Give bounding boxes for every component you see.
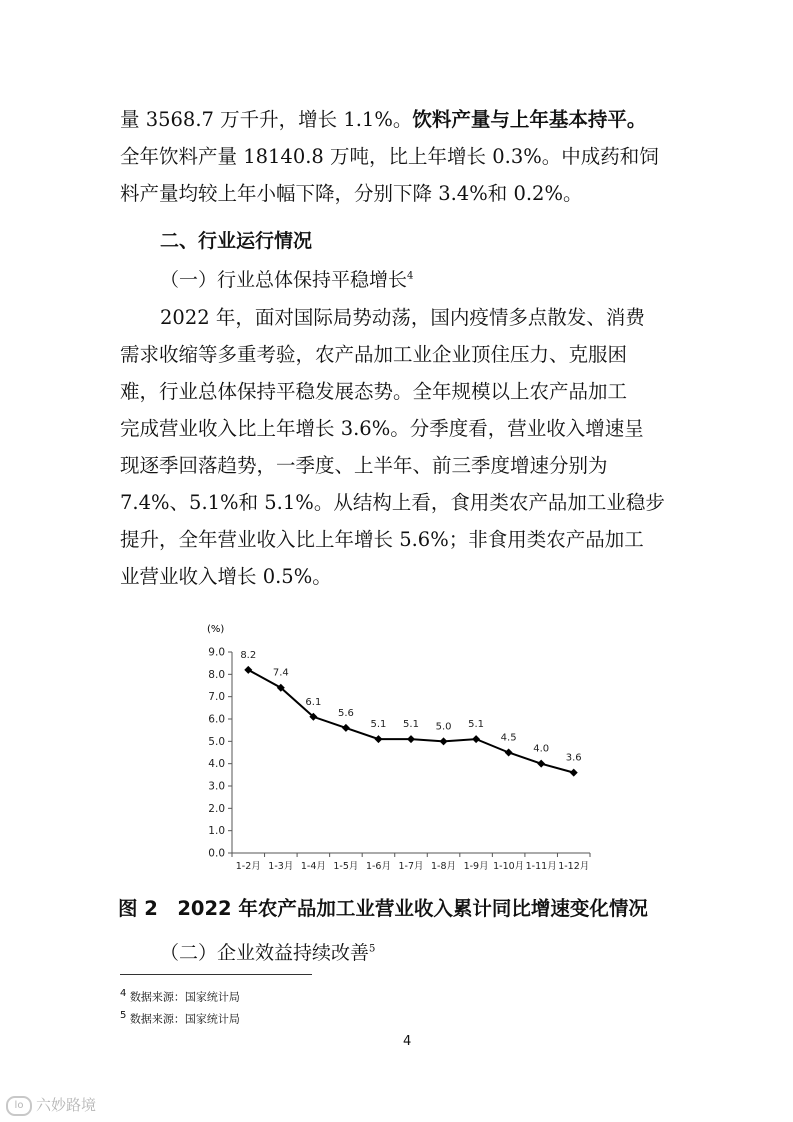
page-number: 4 xyxy=(403,1034,412,1049)
data-point xyxy=(407,735,415,743)
y-tick-label: 7.0 xyxy=(208,691,225,704)
x-tick-label: 1-11月 xyxy=(525,861,557,872)
y-tick-label: 9.0 xyxy=(208,646,225,659)
watermark-text: 六妙路境 xyxy=(36,1096,97,1114)
paragraph-line: 提升，全年营业收入比上年增长 5.6%；非食用类农产品加工 xyxy=(120,528,644,551)
paragraph-line xyxy=(120,104,646,132)
subheading-text: （二）企业效益持续改善 xyxy=(160,942,370,964)
data-label: 5.0 xyxy=(435,721,452,733)
x-tick-label: 1-4月 xyxy=(300,861,326,872)
y-tick-label: 5.0 xyxy=(208,735,225,748)
watermark-logo-icon: lo xyxy=(6,1096,32,1116)
footnote-ref: 4 xyxy=(407,270,414,282)
data-label: 3.6 xyxy=(565,752,582,764)
footnote-divider xyxy=(120,974,312,975)
data-point xyxy=(505,749,513,757)
data-label: 4.0 xyxy=(533,743,550,755)
y-tick-label: 8.0 xyxy=(208,668,225,681)
subheading xyxy=(160,265,413,292)
y-tick-label: 6.0 xyxy=(208,713,225,726)
watermark xyxy=(6,1094,96,1116)
footnote xyxy=(120,1010,240,1027)
data-point xyxy=(537,760,545,768)
x-tick-label: 1-3月 xyxy=(268,861,294,872)
y-axis-unit: (%) xyxy=(207,624,225,635)
paragraph-line: 完成营业收入比上年增长 3.6%。分季度看，营业收入增速呈 xyxy=(120,417,644,440)
x-tick-label: 1-10月 xyxy=(493,861,525,872)
data-label: 5.1 xyxy=(403,719,419,731)
paragraph-line: 7.4%、5.1%和 5.1%。从结构上看，食用类农产品加工业稳步 xyxy=(120,491,665,514)
footnote-text: 数据来源：国家统计局 xyxy=(129,1012,240,1026)
x-tick-label: 1-2月 xyxy=(235,861,261,872)
data-label: 5.1 xyxy=(370,719,387,731)
x-tick-label: 1-6月 xyxy=(365,861,391,872)
paragraph-line: 难，行业总体保持平稳发展态势。全年规模以上农产品加工 xyxy=(120,380,628,403)
footnote xyxy=(120,988,240,1005)
y-tick-label: 3.0 xyxy=(208,780,225,793)
paragraph-line: 料产量均较上年小幅下降，分别下降 3.4%和 0.2%。 xyxy=(120,182,583,205)
data-point xyxy=(244,666,252,674)
x-tick-label: 1-7月 xyxy=(398,861,424,872)
data-label: 8.2 xyxy=(240,649,257,661)
data-point xyxy=(374,735,382,743)
footnote-ref: 5 xyxy=(369,943,376,955)
paragraph-line: 需求收缩等多重考验，农产品加工业企业顶住压力、克服困 xyxy=(120,343,628,366)
x-tick-label: 1-9月 xyxy=(463,861,489,872)
data-point xyxy=(342,724,350,732)
data-label: 7.4 xyxy=(272,667,289,679)
data-point xyxy=(472,735,480,743)
x-tick-label: 1-12月 xyxy=(558,861,590,872)
figure-caption: 图 2 2022 年农产品加工业营业收入累计同比增速变化情况 xyxy=(118,897,648,920)
data-label: 5.6 xyxy=(337,707,354,719)
footnote-number: 4 xyxy=(120,988,127,999)
text-run: 量 3568.7 万千升，增长 1.1%。 xyxy=(120,108,413,131)
data-point xyxy=(440,737,448,745)
x-tick-label: 1-5月 xyxy=(333,861,359,872)
paragraph-line: 2022 年，面对国际局势动荡，国内疫情多点散发、消费 xyxy=(160,306,645,329)
y-tick-label: 2.0 xyxy=(208,802,225,815)
subheading xyxy=(160,938,375,965)
paragraph-line: 现逐季回落趋势，一季度、上半年、前三季度增速分别为 xyxy=(120,454,608,477)
data-point xyxy=(570,769,578,777)
y-tick-label: 1.0 xyxy=(208,825,225,838)
data-label: 5.1 xyxy=(468,719,485,731)
footnote-text: 数据来源：国家统计局 xyxy=(129,990,240,1004)
data-label: 6.1 xyxy=(305,696,322,708)
bold-sentence: 饮料产量与上年基本持平。 xyxy=(412,108,647,131)
paragraph-line: 业营业收入增长 0.5%。 xyxy=(120,565,332,588)
paragraph-line: 全年饮料产量 18140.8 万吨，比上年增长 0.3%。中成药和饲 xyxy=(120,145,659,168)
y-tick-label: 0.0 xyxy=(208,847,225,860)
section-heading: 二、行业运行情况 xyxy=(160,230,313,252)
footnote-number: 5 xyxy=(120,1010,127,1021)
y-tick-label: 4.0 xyxy=(208,758,225,771)
x-tick-label: 1-8月 xyxy=(431,861,457,872)
line-chart xyxy=(195,618,605,880)
subheading-text: （一）行业总体保持平稳增长 xyxy=(160,269,408,291)
data-label: 4.5 xyxy=(500,732,517,744)
